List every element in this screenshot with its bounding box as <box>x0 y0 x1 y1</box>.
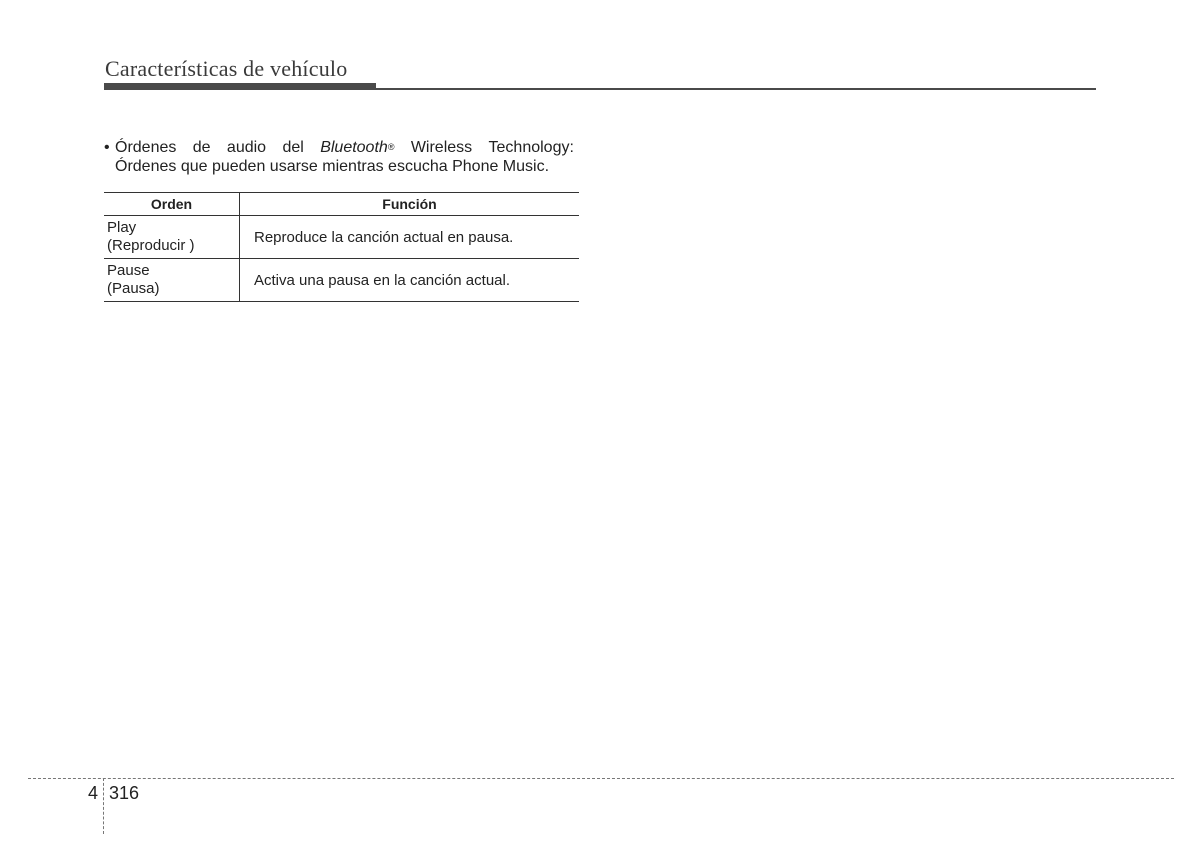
chapter-number: 4 <box>88 783 99 803</box>
intro-word: Technology: <box>488 139 574 156</box>
commands-table <box>104 192 579 302</box>
intro-word: del <box>282 139 304 156</box>
orden-cell <box>104 259 240 302</box>
bullet-icon: • <box>104 139 110 156</box>
orden-translation: (Pausa) <box>107 279 160 297</box>
footer-vertical-divider <box>103 778 104 834</box>
table-row <box>104 259 579 302</box>
intro-word: Wireless <box>410 139 473 156</box>
orden-cell <box>104 216 240 259</box>
orden-name: Play <box>107 218 137 236</box>
intro-paragraph <box>104 138 574 176</box>
intro-word: Órdenes <box>115 139 177 156</box>
intro-line-2: Órdenes que pueden usarse mientras escucha Phone Music. <box>115 158 550 175</box>
orden-translation: (Reproducir ) <box>107 236 195 254</box>
intro-word: de <box>192 139 211 156</box>
column-header-orden: Orden <box>104 193 240 216</box>
funcion-cell: Reproduce la canción actual en pausa. <box>240 216 580 259</box>
registered-mark: ® <box>387 142 395 152</box>
intro-word: audio <box>226 139 267 156</box>
footer-divider <box>28 778 1174 779</box>
title-underline-thick <box>104 83 376 90</box>
table-row <box>104 216 579 259</box>
intro-line-1 <box>104 138 574 157</box>
funcion-cell: Activa una pausa en la canción actual. <box>240 259 580 302</box>
column-header-funcion: Función <box>240 193 580 216</box>
page-title: Características de vehículo <box>105 56 348 81</box>
orden-name: Pause <box>107 261 150 279</box>
page-number: 316 <box>109 783 140 803</box>
table-header-row <box>104 193 579 216</box>
brand-name: Bluetooth <box>320 139 388 156</box>
title-underline-thin <box>376 88 1096 90</box>
